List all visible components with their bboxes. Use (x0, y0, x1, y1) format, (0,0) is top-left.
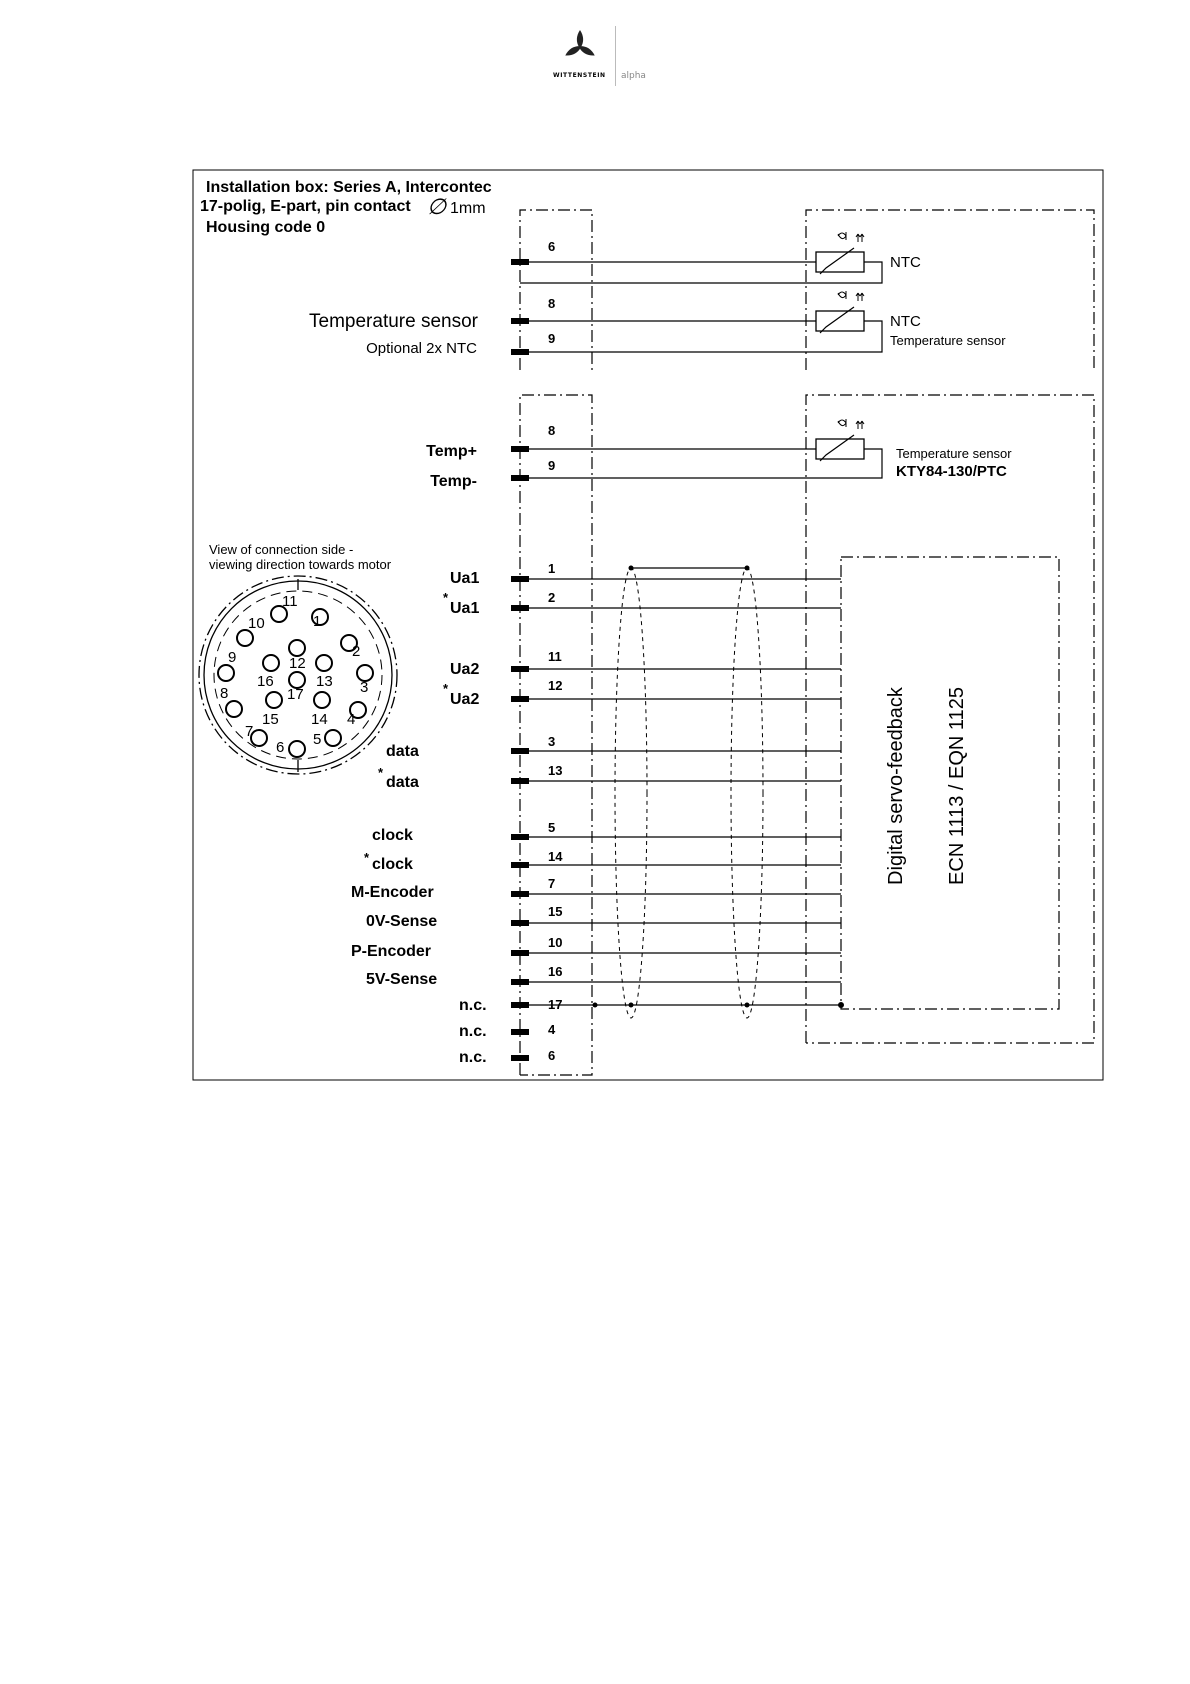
ntc-caption: Temperature sensor (890, 333, 1006, 348)
connector-pin-number: 15 (262, 711, 279, 728)
header-line-2: 17-polig, E-part, pin contact (200, 198, 411, 215)
brand-name: WITTENSTEIN (553, 72, 606, 79)
junction-dot (745, 1003, 750, 1008)
encoder-wires (520, 579, 841, 1005)
signal-label-ua1-inverted: Ua1 (450, 600, 480, 617)
signal-star: * (364, 850, 370, 865)
junction-dot (745, 566, 750, 571)
pin-number: 6 (548, 239, 556, 254)
connector-pin (218, 665, 234, 681)
connector-pin (289, 741, 305, 757)
pin-number: 10 (548, 935, 563, 950)
pin-number: 12 (548, 678, 563, 693)
connector-pin-number: 16 (257, 673, 274, 690)
signal-star: * (443, 681, 449, 696)
connector-pin (251, 730, 267, 746)
connector-face (199, 576, 397, 774)
cable-shield (731, 568, 763, 1018)
pin-number: 3 (548, 734, 556, 749)
connector-view-caption-2: viewing direction towards motor (209, 557, 392, 572)
ntc-thermistor-icon (816, 291, 864, 333)
pin-number: 4 (548, 1022, 556, 1037)
connector-pin-number: 1 (313, 613, 322, 630)
ntc-connector-box (520, 210, 592, 370)
connector-pin-number: 12 (289, 655, 306, 672)
pin-number: 15 (548, 904, 563, 919)
connector-pin-number: 3 (360, 679, 369, 696)
diameter-symbol: ∅ (427, 194, 447, 219)
kty-model: KTY84-130/PTC (896, 463, 1007, 480)
pin-number: 11 (548, 649, 562, 664)
pin-number: 2 (548, 590, 556, 605)
pin-number: 6 (548, 1048, 556, 1063)
junction-dot (593, 1003, 598, 1008)
signal-label-ua2-inverted: Ua2 (450, 691, 480, 708)
signal-label-data: data (386, 743, 419, 760)
signal-label-p-encoder: P-Encoder (351, 943, 432, 960)
pin-number: 9 (548, 458, 556, 473)
ntc-wire (520, 262, 882, 352)
connector-pin (316, 655, 332, 671)
pin-number: 16 (548, 964, 563, 979)
pin-number: 8 (548, 423, 556, 438)
signal-label-m-encoder: M-Encoder (351, 884, 434, 901)
diagram-frame (193, 170, 1103, 1080)
ntc-label: NTC (890, 313, 921, 330)
connector-pin-number: 9 (228, 649, 237, 666)
connector-pin (237, 630, 253, 646)
pin-number: 13 (548, 763, 563, 778)
connector-pin (325, 730, 341, 746)
connector-pin-number: 10 (248, 615, 265, 632)
connector-pin-number: 4 (347, 711, 356, 728)
pin-number: 7 (548, 876, 556, 891)
signal-label-clock: clock (372, 827, 413, 844)
signal-star: * (378, 765, 384, 780)
connector-pin (314, 692, 330, 708)
connector-pin (289, 640, 305, 656)
connector-view-caption-1: View of connection side - (209, 542, 354, 557)
pin-number: 5 (548, 820, 556, 835)
signal-label-nc: n.c. (459, 1049, 487, 1066)
pin-number: 1 (548, 561, 556, 576)
signal-label-ua1: Ua1 (450, 570, 480, 587)
signal-star: * (443, 590, 449, 605)
signal-label-nc: n.c. (459, 1023, 487, 1040)
brand-product-line: alpha (621, 71, 646, 81)
connector-pin-number: 7 (245, 723, 254, 740)
ntc-thermistor-icon (816, 232, 864, 274)
feedback-label: Digital servo-feedback (885, 687, 907, 885)
kty-thermistor-icon (816, 419, 864, 461)
kty-caption: Temperature sensor (896, 446, 1012, 461)
pin-label-temp-plus: Temp+ (426, 443, 477, 460)
header-line-1: Installation box: Series A, Intercontec (206, 179, 492, 196)
junction-dot (838, 1002, 844, 1008)
signal-label-nc: n.c. (459, 997, 487, 1014)
junction-dot (629, 566, 634, 571)
connector-pin-number: 11 (282, 593, 298, 610)
cable-shield (615, 568, 647, 1018)
connector-pin (266, 692, 282, 708)
diameter-value: 1mm (450, 200, 486, 217)
connector-pin-number: 2 (352, 643, 361, 660)
connector-pin-number: 8 (220, 685, 229, 702)
pin-number: 8 (548, 296, 556, 311)
connector-pin-number: 17 (287, 686, 304, 703)
pin-number: 14 (548, 849, 563, 864)
pin-number: 9 (548, 331, 556, 346)
ntc-section-title: Temperature sensor (309, 311, 478, 332)
ntc-section-subtitle: Optional 2x NTC (366, 340, 477, 357)
header-line-3: Housing code 0 (206, 219, 326, 236)
junction-dot (629, 1003, 634, 1008)
connector-pin-number: 6 (276, 739, 285, 756)
pin-label-temp-minus: Temp- (430, 473, 477, 490)
ntc-label: NTC (890, 254, 921, 271)
connector-pin-number: 5 (313, 731, 322, 748)
signal-label-data-inverted: data (386, 774, 419, 791)
connector-pin-number: 13 (316, 673, 333, 690)
connector-pin (263, 655, 279, 671)
signal-label-5v-sense: 5V-Sense (366, 971, 438, 988)
signal-label-clock-inverted: clock (372, 856, 413, 873)
feedback-model: ECN 1113 / EQN 1125 (946, 687, 968, 885)
connector-pin-number: 14 (311, 711, 328, 728)
signal-label-0v-sense: 0V-Sense (366, 913, 438, 930)
connector-pin (226, 701, 242, 717)
pin-number: 17 (548, 997, 563, 1012)
signal-label-ua2: Ua2 (450, 661, 480, 678)
